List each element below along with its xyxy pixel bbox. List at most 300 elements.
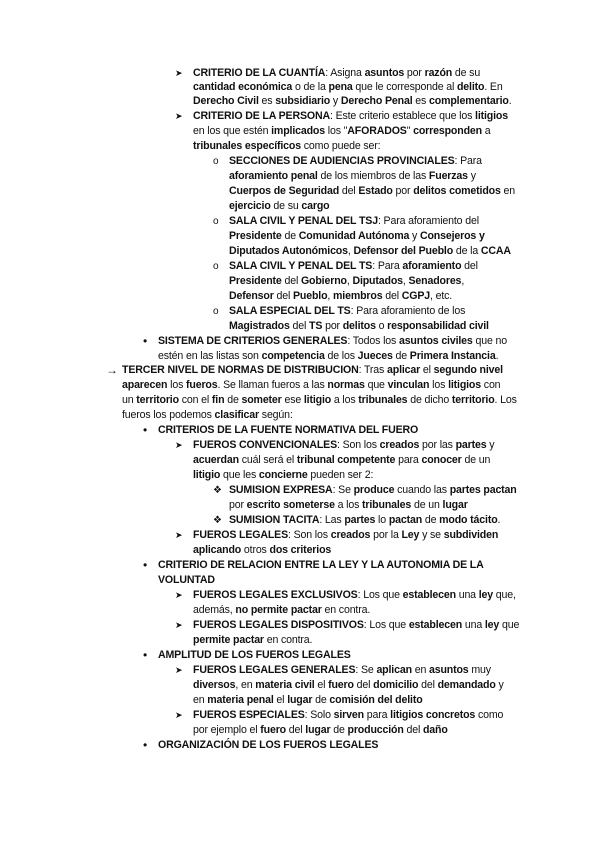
text-line	[193, 664, 491, 677]
text: : Para	[454, 155, 482, 167]
text: los	[429, 379, 449, 391]
text: muy	[468, 664, 491, 676]
text: de un	[461, 454, 491, 466]
text-line	[229, 514, 500, 527]
text: en contra.	[321, 604, 371, 616]
text: y se	[419, 529, 444, 541]
bold-text: CGPJ	[401, 290, 430, 302]
text: ,	[346, 275, 353, 287]
bold-text: aplicando	[193, 544, 242, 556]
bold-text: segundo nivel	[433, 364, 503, 376]
bold-text: Diputados	[352, 275, 403, 287]
text: en	[411, 664, 429, 676]
text: , etc.	[429, 290, 453, 302]
bold-text: ejercicio	[229, 200, 271, 212]
bold-text: normas	[327, 379, 365, 391]
bold-text: territorio	[451, 394, 495, 406]
bold-text: CRITERIO DE LA CUANTÍA	[193, 67, 326, 79]
bold-text: litigio	[193, 469, 221, 481]
text: de su	[452, 67, 481, 79]
text: . En	[484, 81, 503, 93]
text: por	[392, 185, 414, 197]
bold-text: SECCIONES DE AUDIENCIAS PROVINCIALES	[229, 155, 455, 167]
bold-text: TERCER NIVEL DE NORMAS DE DISTRIBUCION	[122, 364, 359, 376]
text: del	[353, 679, 374, 691]
text-line	[193, 529, 498, 542]
bold-text: aforamiento	[402, 260, 462, 272]
text-line	[193, 95, 512, 108]
bold-text: creados	[330, 529, 371, 541]
bold-text: Defensor del Pueblo	[353, 245, 454, 257]
bold-text: CRITERIO DE RELACION ENTRE LA LEY Y LA AUTONOMIA DE LA	[158, 559, 484, 571]
dot-bullet-icon: •	[143, 423, 148, 437]
arrow-bullet-icon: ➤	[175, 530, 183, 540]
text: de los miembros de las	[317, 170, 429, 182]
text: como puede ser:	[300, 140, 381, 152]
text: en	[193, 694, 208, 706]
arrow-bullet-icon: ➤	[175, 710, 183, 720]
text: un	[122, 394, 137, 406]
bold-text: ley	[484, 619, 500, 631]
bold-text: pactan	[388, 514, 423, 526]
text: fueros los podemos	[122, 409, 215, 421]
bold-text: implicados	[271, 125, 325, 137]
bold-text: territorio	[136, 394, 179, 406]
bold-text: concierne	[258, 469, 308, 481]
bold-text: CRITERIO DE LA PERSONA	[193, 110, 330, 122]
arrow-bullet-icon: ➤	[175, 68, 183, 78]
bold-text: delitos cometidos	[413, 185, 501, 197]
text: : Son los	[337, 439, 380, 451]
right-arrow-icon: →	[106, 363, 118, 377]
dot-bullet-icon: •	[143, 648, 148, 662]
text: .	[495, 350, 499, 362]
text-line	[229, 185, 515, 198]
dot-bullet-icon: •	[143, 738, 148, 752]
text: de	[392, 350, 410, 362]
text: : Todos los	[347, 335, 399, 347]
bold-text: asuntos	[428, 664, 469, 676]
bold-text: CRITERIOS DE LA FUENTE NORMATIVA DEL FUERO	[158, 424, 419, 436]
text-line	[193, 709, 503, 722]
bold-text: domicilio	[373, 679, 419, 691]
bold-text: vinculan	[387, 379, 430, 391]
text-line	[193, 619, 519, 632]
bold-text: produce	[353, 484, 395, 496]
bold-text: tribunales	[362, 499, 412, 511]
text-line	[229, 499, 468, 512]
text: por	[322, 320, 343, 332]
bold-text: Derecho Civil	[193, 95, 259, 107]
text-line	[229, 215, 479, 228]
text-line	[229, 260, 478, 273]
bold-text: daño	[422, 724, 448, 736]
text-line	[158, 739, 378, 752]
bold-text: Presidente	[229, 230, 282, 242]
text: .	[497, 514, 501, 526]
text-line	[193, 634, 312, 647]
text-line	[193, 604, 370, 617]
bold-text: lugar	[287, 694, 313, 706]
bold-text: litigios	[475, 110, 508, 122]
text: ,	[461, 275, 465, 287]
text-line	[229, 290, 452, 303]
bold-text: fuero	[260, 724, 286, 736]
bold-text: ley	[478, 589, 493, 601]
bold-text: cantidad económica	[193, 81, 293, 93]
text: de	[422, 514, 440, 526]
text: por	[404, 67, 425, 79]
bold-text: tribunales específicos	[193, 140, 301, 152]
bold-text: diversos	[193, 679, 236, 691]
bold-text: sirven	[333, 709, 364, 721]
text: a los	[334, 499, 363, 511]
text-line	[193, 469, 373, 482]
bold-text: asuntos civiles	[398, 335, 473, 347]
text-line	[229, 170, 476, 183]
circle-bullet-icon: o	[213, 306, 219, 317]
bold-text: tribunal competente	[296, 454, 396, 466]
bold-text: no permite pactar	[235, 604, 322, 616]
bold-text: Magistrados	[229, 320, 290, 332]
text: el	[420, 364, 434, 376]
text-line	[193, 454, 490, 467]
text-line	[158, 559, 484, 572]
bold-text: subsidiario	[275, 95, 331, 107]
bold-text: Derecho Penal	[340, 95, 413, 107]
text-line	[193, 81, 503, 94]
bold-text: Jueces	[357, 350, 393, 362]
bold-text: TS	[309, 320, 323, 332]
bold-text: Comunidad Autónoma	[298, 230, 410, 242]
bold-text: Ley	[401, 529, 420, 541]
text: : Son los	[288, 529, 331, 541]
text: de los	[324, 350, 358, 362]
bold-text: Defensor	[229, 290, 274, 302]
bold-text: partes	[344, 514, 376, 526]
text: que no	[472, 335, 507, 347]
circle-bullet-icon: o	[213, 216, 219, 227]
text: del	[273, 290, 293, 302]
bold-text: dos criterios	[269, 544, 332, 556]
text-line	[229, 200, 330, 213]
text: ,	[402, 275, 409, 287]
bold-text: pena	[328, 81, 353, 93]
text: : Los que	[357, 589, 403, 601]
bold-text: SISTEMA DE CRITERIOS GENERALES	[158, 335, 348, 347]
bold-text: ORGANIZACIÓN DE LOS FUEROS LEGALES	[158, 739, 379, 751]
bold-text: responsabilidad civil	[387, 320, 489, 332]
bold-text: Gobierno	[300, 275, 347, 287]
text-line	[193, 679, 504, 692]
bold-text: FUEROS CONVENCIONALES	[193, 439, 337, 451]
text-line	[193, 544, 331, 557]
text: el	[314, 679, 329, 691]
bold-text: competencia	[261, 350, 325, 362]
text: según:	[259, 409, 293, 421]
text: : Los que	[363, 619, 409, 631]
text: .	[508, 95, 512, 107]
bold-text: FUEROS LEGALES EXCLUSIVOS	[193, 589, 358, 601]
arrow-bullet-icon: ➤	[175, 440, 183, 450]
text: ese	[281, 394, 304, 406]
bold-text: FUEROS LEGALES DISPOSITIVOS	[193, 619, 364, 631]
text-line	[193, 110, 508, 123]
bold-text: modo tácito	[439, 514, 498, 526]
text: en contra.	[263, 634, 313, 646]
diamond-bullet-icon: ❖	[213, 515, 222, 526]
text: , en	[235, 679, 256, 691]
text-line	[158, 574, 215, 587]
bold-text: aparecen	[122, 379, 168, 391]
text: : Las	[319, 514, 345, 526]
bold-text: SALA CIVIL Y PENAL DEL TSJ	[229, 215, 378, 227]
text: y	[486, 439, 495, 451]
text: o de la	[292, 81, 329, 93]
circle-bullet-icon: o	[213, 261, 219, 272]
bold-text: aforamiento penal	[229, 170, 318, 182]
text: y	[409, 230, 420, 242]
text: del	[382, 290, 402, 302]
text: por	[229, 499, 247, 511]
text: a	[481, 125, 491, 137]
text: y	[330, 95, 341, 107]
text: : Solo	[304, 709, 334, 721]
text: que	[499, 619, 520, 631]
bold-text: tribunales	[358, 394, 408, 406]
text: "	[406, 125, 414, 137]
bold-text: razón	[424, 67, 453, 79]
text: por la	[370, 529, 402, 541]
text-line	[193, 589, 516, 602]
text: : Tras	[358, 364, 387, 376]
text-line	[193, 439, 494, 452]
bold-text: CCAA	[480, 245, 511, 257]
bold-text: escrito	[246, 499, 281, 511]
bold-text: asuntos	[364, 67, 405, 79]
text-line	[229, 275, 464, 288]
bold-text: comisión del delito	[329, 694, 423, 706]
text: es	[258, 95, 276, 107]
text: de un	[411, 499, 443, 511]
text-line	[229, 484, 517, 497]
bold-text: establecen	[402, 589, 456, 601]
bold-text: AFORADOS	[347, 125, 407, 137]
text: y	[495, 679, 504, 691]
text: . Los	[494, 394, 517, 406]
text: ,	[327, 290, 334, 302]
bold-text: someterse	[283, 499, 335, 511]
dot-bullet-icon: •	[143, 558, 148, 572]
bold-text: miembros	[333, 290, 383, 302]
text: para	[363, 709, 391, 721]
bold-text: permite pactar	[193, 634, 264, 646]
circle-bullet-icon: o	[213, 156, 219, 167]
bold-text: complementario	[429, 95, 509, 107]
bold-text: creados	[379, 439, 420, 451]
text: con el	[178, 394, 212, 406]
text: para	[395, 454, 422, 466]
bold-text: corresponden	[413, 125, 482, 137]
text: : Este criterio establece que los	[329, 110, 476, 122]
text: en los que estén	[193, 125, 272, 137]
bold-text: Senadores	[408, 275, 462, 287]
bold-text: producción	[347, 724, 404, 736]
text: cuál será el	[238, 454, 297, 466]
text: los	[167, 379, 187, 391]
text-line	[229, 305, 465, 318]
text: además,	[193, 604, 236, 616]
text-line	[229, 155, 482, 168]
text: estén en las listas son	[158, 350, 262, 362]
text: por las	[419, 439, 456, 451]
bold-text: lugar	[442, 499, 468, 511]
bold-text: conocer	[421, 454, 462, 466]
text: . Se llaman fueros a las	[217, 379, 328, 391]
bold-text: clasificar	[214, 409, 259, 421]
bold-text: VOLUNTAD	[158, 574, 215, 586]
bold-text: someter	[241, 394, 282, 406]
text: : Se	[332, 484, 354, 496]
bold-text: FUEROS LEGALES	[193, 529, 289, 541]
bold-text: partes pactan	[449, 484, 517, 496]
bold-text: SALA ESPECIAL DEL TS	[229, 305, 351, 317]
text: es	[412, 95, 429, 107]
text-line	[158, 649, 351, 662]
text: y	[467, 170, 476, 182]
text: : Asigna	[325, 67, 365, 79]
bold-text: subdividen	[443, 529, 499, 541]
bold-text: Estado	[358, 185, 393, 197]
text: que les	[220, 469, 259, 481]
text: de la	[453, 245, 481, 257]
bold-text: partes	[455, 439, 487, 451]
text: con	[481, 379, 501, 391]
text: del	[286, 724, 306, 736]
text: del	[418, 679, 438, 691]
text-line	[158, 350, 498, 363]
arrow-bullet-icon: ➤	[175, 111, 183, 121]
bold-text: demandado	[437, 679, 496, 691]
bold-text: establecen	[408, 619, 463, 631]
text-line	[158, 335, 507, 348]
bold-text: aplicar	[387, 364, 421, 376]
text-line	[193, 125, 491, 138]
text-line	[193, 724, 448, 737]
bold-text: fuero	[328, 679, 354, 691]
bold-text: materia penal	[207, 694, 274, 706]
bold-text: cargo	[301, 200, 330, 212]
bold-text: FUEROS ESPECIALES	[193, 709, 305, 721]
text: que	[364, 379, 388, 391]
text: de	[312, 694, 330, 706]
text: del	[281, 275, 301, 287]
text: en	[500, 185, 515, 197]
bold-text: FUEROS LEGALES GENERALES	[193, 664, 356, 676]
text-line	[229, 230, 485, 243]
text: : Para aforamiento de los	[350, 305, 466, 317]
text: por ejemplo el	[193, 724, 261, 736]
dot-bullet-icon: •	[143, 334, 148, 348]
text: del	[339, 185, 359, 197]
bold-text: litigio	[303, 394, 332, 406]
text: ,	[347, 245, 354, 257]
bold-text: Primera Instancia	[409, 350, 496, 362]
text-line	[193, 67, 480, 80]
text: : Para aforamiento del	[377, 215, 479, 227]
text: de su	[270, 200, 302, 212]
bold-text: lugar	[305, 724, 331, 736]
bold-text: SUMISION EXPRESA	[229, 484, 333, 496]
text-line	[229, 245, 511, 258]
bold-text: delitos	[342, 320, 376, 332]
text: lo	[375, 514, 389, 526]
arrow-bullet-icon: ➤	[175, 590, 183, 600]
text: cuando las	[394, 484, 450, 496]
text-line	[229, 320, 489, 333]
text: de	[224, 394, 242, 406]
text: que le corresponde al	[352, 81, 457, 93]
text: del	[403, 724, 423, 736]
bold-text: aplican	[376, 664, 412, 676]
text: otros	[241, 544, 270, 556]
text-line	[158, 424, 418, 437]
text: pueden ser 2:	[307, 469, 374, 481]
text: de	[281, 230, 299, 242]
bold-text: Consejeros y	[419, 230, 485, 242]
bold-text: Presidente	[229, 275, 282, 287]
text: del	[461, 260, 478, 272]
text: de	[330, 724, 348, 736]
bold-text: SALA CIVIL Y PENAL DEL TS	[229, 260, 373, 272]
bold-text: AMPLITUD DE LOS FUEROS LEGALES	[158, 649, 351, 661]
text-line	[122, 379, 500, 392]
text-line	[193, 140, 380, 153]
text-line	[122, 364, 503, 377]
text-line	[122, 394, 517, 407]
diamond-bullet-icon: ❖	[213, 485, 222, 496]
bold-text: delito	[456, 81, 485, 93]
text: de dicho	[407, 394, 452, 406]
text: que,	[493, 589, 516, 601]
text: : Para	[372, 260, 403, 272]
text: una	[455, 589, 479, 601]
text: como	[475, 709, 504, 721]
text: a los	[331, 394, 359, 406]
text: del	[289, 320, 310, 332]
bold-text: litigios concretos	[390, 709, 476, 721]
bold-text: Cuerpos de Seguridad	[229, 185, 340, 197]
arrow-bullet-icon: ➤	[175, 665, 183, 675]
bold-text: fin	[211, 394, 225, 406]
text: : Se	[355, 664, 377, 676]
text: los "	[324, 125, 348, 137]
bold-text: Fuerzas	[428, 170, 468, 182]
text: una	[462, 619, 485, 631]
text: el	[273, 694, 288, 706]
arrow-bullet-icon: ➤	[175, 620, 183, 630]
text: o	[375, 320, 388, 332]
text-line	[193, 694, 423, 707]
bold-text: materia civil	[255, 679, 315, 691]
text-line	[122, 409, 293, 422]
bold-text: acuerdan	[193, 454, 239, 466]
bold-text: Pueblo	[293, 290, 328, 302]
bold-text: litigios	[448, 379, 481, 391]
bold-text: fueros	[186, 379, 218, 391]
bold-text: Diputados Autonómicos	[229, 245, 348, 257]
bold-text: SUMISION TACITA	[229, 514, 320, 526]
